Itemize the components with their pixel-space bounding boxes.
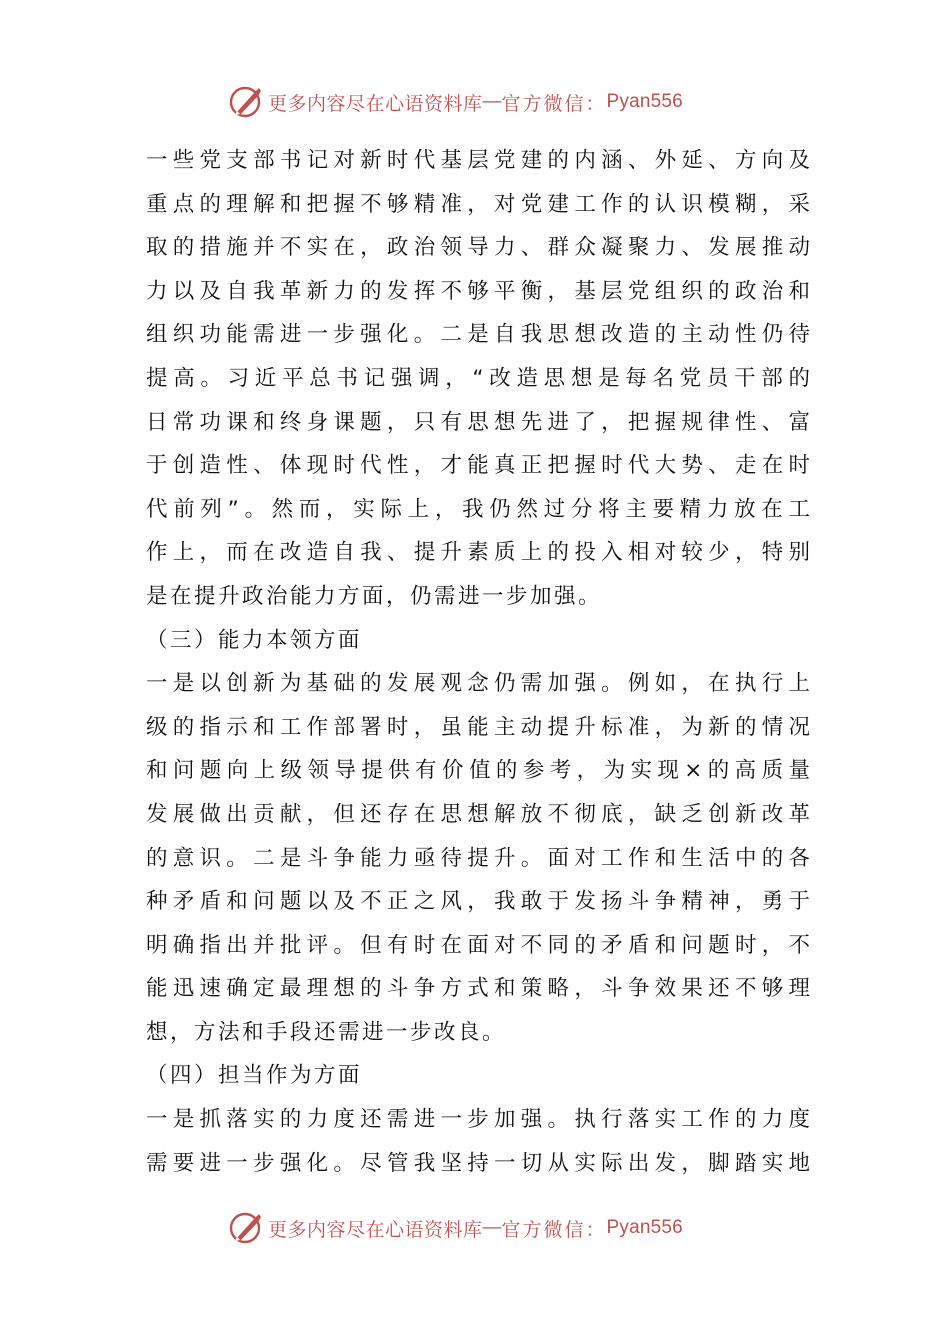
body-line: 发展做出贡献，但还存在思想解放不彻底，缺乏创新改革 — [146, 801, 810, 827]
body-line: 一些党支部书记对新时代基层党建的内涵、外延、方向及 — [146, 148, 810, 173]
body-line: 和问题向上级领导提供有价值的参考，为实现×的高质量 — [146, 758, 810, 784]
body-line: 取的措施并不实在，政治领导力、群众凝聚力、发展推动 — [146, 235, 810, 261]
body-line: 一是以创新为基础的发展观念仍需加强。例如，在执行上 — [146, 671, 810, 697]
body-line: 级的指示和工作部署时，虽能主动提升标准，为新的情况 — [146, 714, 810, 740]
body-line: 作上，而在改造自我、提升素质上的投入相对较少，特别 — [146, 540, 810, 566]
body-line: 是在提升政治能力方面，仍需进一步加强。 — [146, 583, 603, 609]
footer-wechat-id: Pyan556 — [606, 1217, 683, 1238]
header-wechat-id: Pyan556 — [606, 91, 683, 112]
body-line: 力以及自我革新力的发挥不够平衡，基层党组织的政治和 — [146, 278, 810, 304]
body-text — [146, 139, 810, 1185]
body-line: 需要进一步强化。尽管我坚持一切从实际出发，脚踏实地 — [146, 1150, 810, 1176]
footer-banner — [228, 1208, 748, 1248]
body-line: 于创造性、体现时代性，才能真正把握时代大势、走在时 — [146, 453, 810, 479]
body-line: 能迅速确定最理想的斗争方式和策略，斗争效果还不够理 — [146, 976, 810, 1002]
header-banner-text: 更多内容尽在心语资料库 — [268, 92, 483, 115]
section-heading: （四）担当作为方面 — [146, 1063, 363, 1089]
body-line: 的意识。二是斗争能力亟待提升。面对工作和生活中的各 — [146, 845, 810, 871]
body-line: 一是抓落实的力度还需进一步加强。执行落实工作的力度 — [146, 1107, 810, 1133]
body-line: 想，方法和手段还需进一步改良。 — [146, 1019, 507, 1045]
footer-banner-text: 更多内容尽在心语资料库 — [268, 1218, 483, 1241]
body-line: 日常功课和终身课题，只有思想先进了，把握规律性、富 — [146, 409, 810, 435]
body-line: 种矛盾和问题以及不正之风，我敢于发扬斗争精神，勇于 — [146, 889, 810, 915]
footer-wechat-label: 官方微信： — [501, 1218, 607, 1241]
section-heading: （三）能力本领方面 — [146, 627, 363, 653]
header-banner-separator: — — [482, 91, 502, 112]
body-line: 重点的理解和把握不够精准，对党建工作的认识模糊，采 — [146, 191, 810, 217]
body-line: 组织功能需进一步强化。二是自我思想改造的主动性仍待 — [146, 322, 810, 348]
pen-logo-icon — [228, 1210, 264, 1246]
pen-logo-icon — [228, 84, 264, 120]
header-banner — [228, 82, 748, 122]
header-wechat-label: 官方微信： — [501, 92, 607, 115]
body-line: 代前列”。然而，实际上，我仍然过分将主要精力放在工 — [146, 496, 810, 522]
body-line: 提高。习近平总书记强调，“改造思想是每名党员干部的 — [146, 365, 810, 391]
body-line: 明确指出并批评。但有时在面对不同的矛盾和问题时，不 — [146, 932, 810, 958]
footer-banner-separator: — — [482, 1217, 502, 1238]
